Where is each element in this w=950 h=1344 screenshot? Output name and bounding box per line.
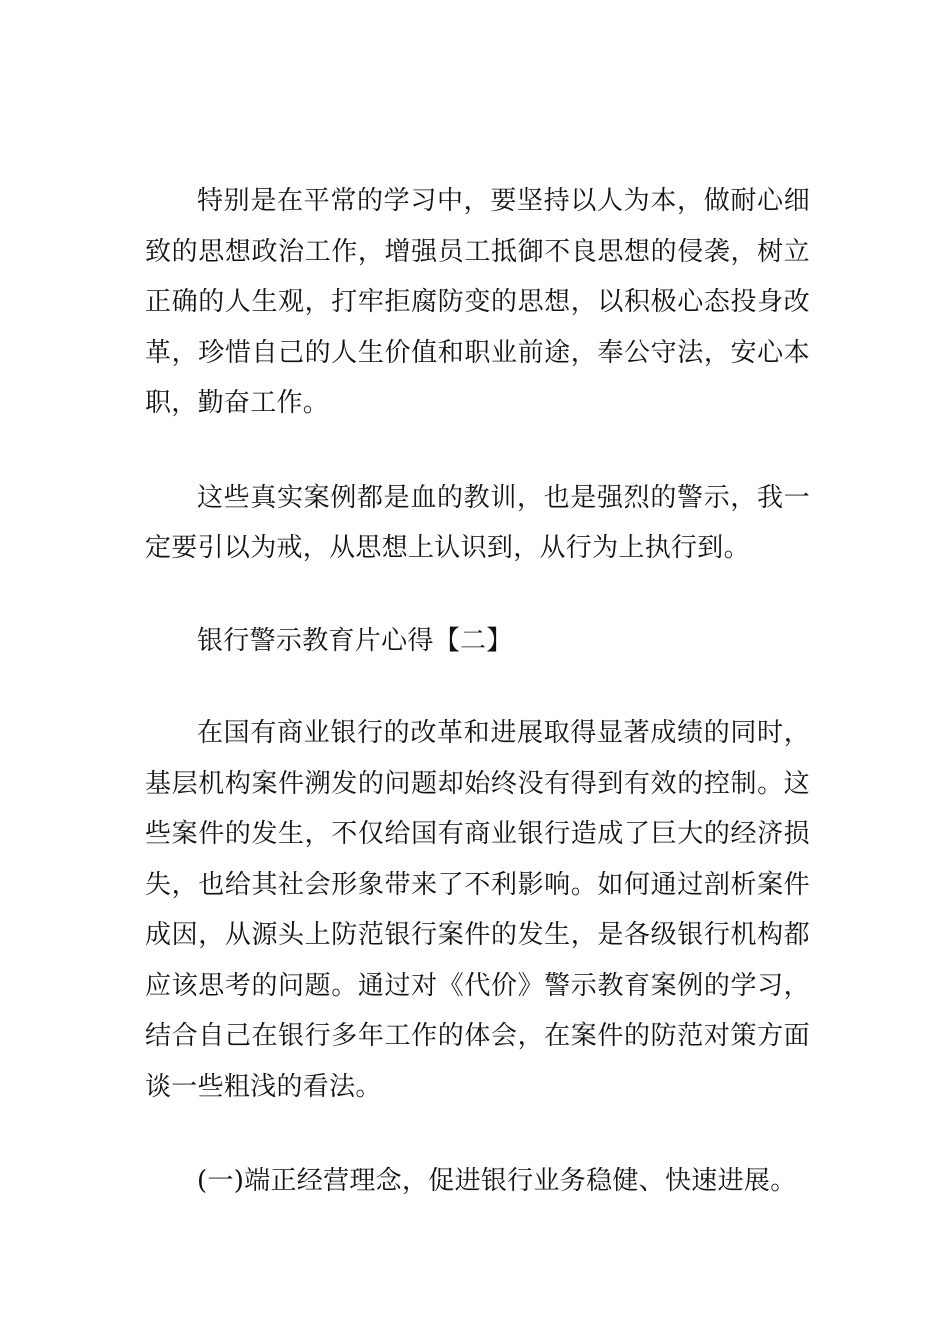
paragraph-spacer — [145, 666, 810, 708]
section-heading: 银行警示教育片心得【二】 — [197, 625, 513, 656]
paragraph-spacer — [145, 1112, 810, 1156]
paragraph-bank-reform: 在国有商业银行的改革和进展取得显著成绩的同时，基层机构案件溯发的问题却始终没有得到有效的控制。这些案件的发生，不仅给国有商业银行造成了巨大的经济损失，也给其社会形象带来了不利影响。如何通过剖析案件成因，从源头上防范银行案件的发生，是各级银行机构都应该思考的问题。通过对《代价》警示教育案例的学习，结合自己在银行多年工作的体会，在案件的防范对策方面谈一些粗浅的看法。 — [145, 718, 810, 1102]
paragraph-study-ideology: 特别是在平常的学习中，要坚持以人为本，做耐心细致的思想政治工作，增强员工抵御不良思想的侵袭，树立正确的人生观，打牢拒腐防变的思想，以积极心态投身改革，珍惜自己的人生价值和职业前途，奉公守法，安心本职，勤奋工作。 — [145, 186, 810, 418]
document-body — [145, 176, 810, 1207]
paragraph-warning-lesson: 这些真实案例都是血的教训，也是强烈的警示，我一定要引以为戒，从思想上认识到，从行为上执行到。 — [145, 482, 810, 563]
paragraph-point-one: (一)端正经营理念，促进银行业务稳健、快速进展。 — [197, 1166, 797, 1196]
paragraph-spacer — [145, 574, 810, 616]
paragraph-spacer — [145, 429, 810, 473]
